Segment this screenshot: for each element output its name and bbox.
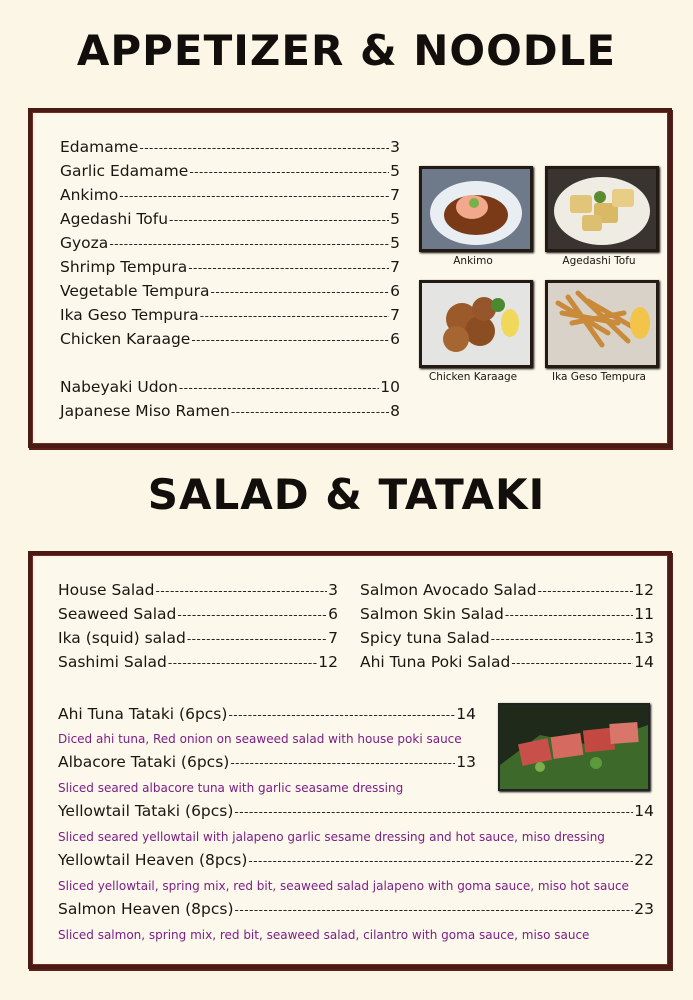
menu-item: Salmon Avocado Salad ----- 12: [360, 581, 654, 599]
menu-item: House Salad ----- 3: [58, 581, 338, 599]
menu-item: Vegetable Tempura ----- 6: [60, 282, 400, 300]
photo-caption: Agedashi Tofu: [562, 255, 636, 267]
appetizer-noodle-heading: APPETIZER & NOODLE: [76, 26, 617, 75]
photo-caption: Chicken Karaage: [428, 371, 518, 383]
chicken-karaage-photo: [419, 280, 533, 368]
menu-item: Ahi Tuna Tataki (6pcs) ----- 14: [58, 705, 476, 723]
ankimo-photo: [419, 166, 533, 252]
menu-item: Shrimp Tempura ----- 7: [60, 258, 400, 276]
menu-item: Seaweed Salad ----- 6: [58, 605, 338, 623]
menu-item: Yellowtail Tataki (6pcs) ----- 14: [58, 802, 654, 820]
agedashi-tofu-photo: [545, 166, 659, 252]
menu-item: Edamame ----- 3: [60, 138, 400, 156]
ika-geso-tempura-photo: [545, 280, 659, 368]
tataki-photo: [498, 703, 650, 791]
menu-item: Ika (squid) salad ----- 7: [58, 629, 338, 647]
menu-item: Garlic Edamame ----- 5: [60, 162, 400, 180]
menu-item: Nabeyaki Udon ----- 10: [60, 378, 400, 396]
menu-item: Agedashi Tofu ----- 5: [60, 210, 400, 228]
item-description: Sliced salmon, spring mix, red bit, seaweed salad, cilantro with goma sauce, miso sauce: [58, 928, 590, 942]
photo-caption: Ika Geso Tempura: [552, 371, 646, 383]
photo-caption: Ankimo: [453, 255, 493, 267]
menu-item: Salmon Heaven (8pcs) ----- 23: [58, 900, 654, 918]
appetizer-noodle-box: [28, 108, 672, 448]
menu-item: Chicken Karaage ----- 6: [60, 330, 400, 348]
item-description: Sliced yellowtail, spring mix, red bit, seaweed salad jalapeno with goma sauce, miso hot sauce: [58, 879, 629, 893]
menu-item: Salmon Skin Salad ----- 11: [360, 605, 654, 623]
menu-item: Sashimi Salad ----- 12: [58, 653, 338, 671]
menu-item: Spicy tuna Salad ----- 13: [360, 629, 654, 647]
item-description: Sliced seared yellowtail with jalapeno garlic sesame dressing and hot sauce, miso dressing: [58, 830, 605, 844]
menu-item: Ankimo ----- 7: [60, 186, 400, 204]
menu-item: Ika Geso Tempura ----- 7: [60, 306, 400, 324]
menu-item: Ahi Tuna Poki Salad ----- 14: [360, 653, 654, 671]
item-description: Diced ahi tuna, Red onion on seaweed salad with house poki sauce: [58, 732, 462, 746]
salad-tataki-heading: SALAD & TATAKI: [147, 470, 546, 519]
menu-item: Gyoza ----- 5: [60, 234, 400, 252]
menu-item: Yellowtail Heaven (8pcs) ----- 22: [58, 851, 654, 869]
item-description: Sliced seared albacore tuna with garlic seasame dressing: [58, 781, 404, 795]
menu-item: Japanese Miso Ramen ----- 8: [60, 402, 400, 420]
salad-tataki-box: [28, 551, 672, 969]
menu-item: Albacore Tataki (6pcs) ----- 13: [58, 753, 476, 771]
